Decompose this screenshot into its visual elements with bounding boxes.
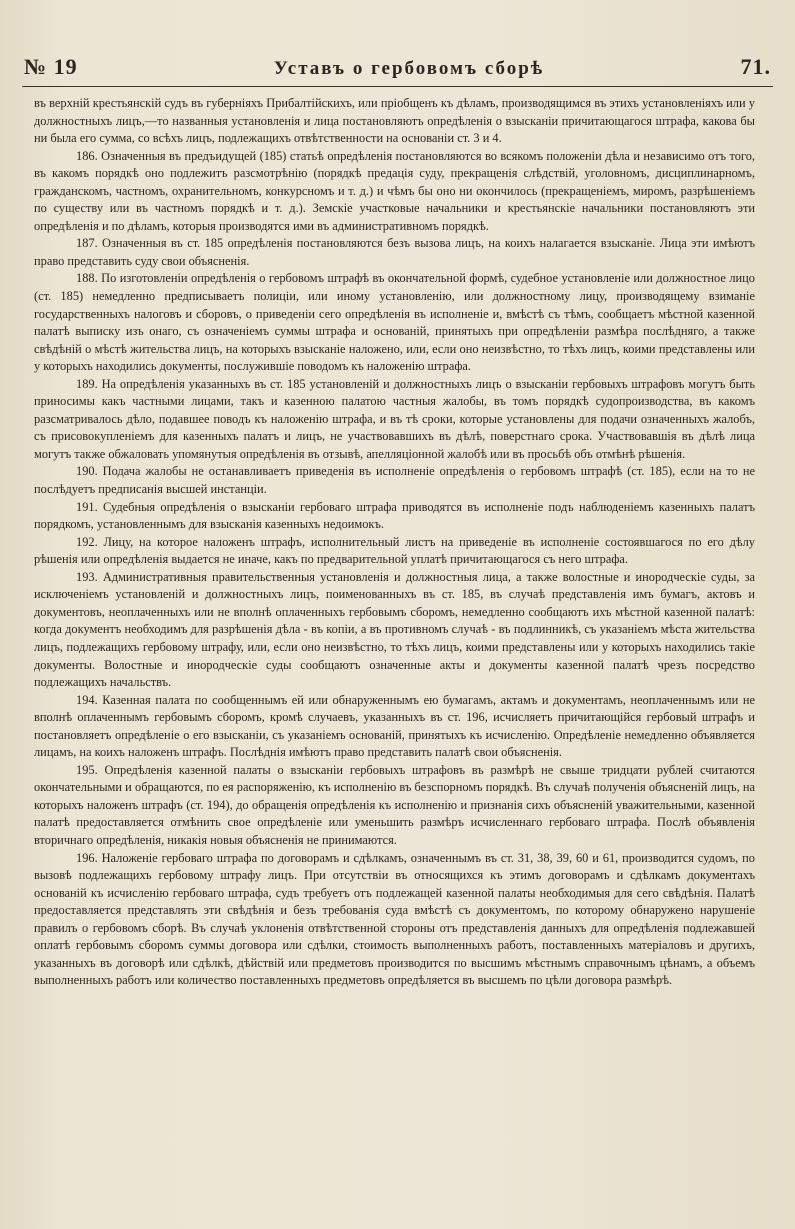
article-196: 196. Наложеніе гербоваго штрафа по договорамъ и сдѣлкамъ, означеннымъ въ ст. 31, 38, 39, 60 и 61, производится судомъ, по вызовѣ подлежащихъ гербовому штрафу лицъ. При отсутствіи въ относящихся къ этимъ договорамъ и сдѣлкамъ документахъ основаній къ исчисленію гербоваго штрафа, судъ требуетъ отъ подлежащей казенной палаты необходимыя для сего свѣдѣнія. Палатѣ предоставляется представлять эти свѣдѣнія и безъ требованія суда вмѣстѣ съ документомъ, по которому обнаружено нарушеніе правилъ о гербовомъ сборѣ. Въ случаѣ уклоненія отвѣтственной стороны отъ представленія данныхъ для опредѣленія подлежавшей оплатѣ гербовымъ сборомъ суммы договора или сдѣлки, стоимость выполненныхъ работъ, поставленныхъ матеріаловъ и другихъ, указанныхъ въ договорѣ или сдѣлкѣ, дѣйствій или предметовъ производится по высшимъ мѣстнымъ справочнымъ цѣнамъ, а объемъ выполненныхъ работъ или количество поставленныхъ предметовъ опредѣляется въ высшемъ по цѣли договора размѣрѣ. bbox=[34, 850, 755, 988]
article-186: 186. Означенныя въ предъидущей (185) статьѣ опредѣленія постановляются во всякомъ положеніи дѣла и независимо отъ того, въ какомъ порядкѣ оно подлежитъ разсмотрѣнію (порядкѣ предація суду, прекращенія слѣдствій, уголовномъ, дисциплинарномъ, гражданскомъ, частномъ, охранительномъ, конкурсномъ и т. д.) и чѣмъ бы оно ни окончилось (прекращеніемъ, миромъ, разрѣшеніемъ по существу или въ частномъ порядкѣ и т. д.). Земскіе участковые начальники и крестьянскіе начальники постановляютъ эти опредѣленія и по дѣламъ, которыя производятся ими въ административномъ порядкѣ. bbox=[34, 148, 755, 233]
issue-number: № 19 bbox=[24, 54, 78, 79]
article-191: 191. Судебныя опредѣленія о взысканіи гербоваго штрафа приводятся въ исполненіе подъ наблюденіемъ казенныхъ палатъ порядкомъ, установленнымъ для взысканія казенныхъ недоимокъ. bbox=[34, 499, 755, 532]
article-188: 188. По изготовленіи опредѣленія о гербовомъ штрафѣ въ окончательной формѣ, судебное установленіе или должностное лицо (ст. 185) немедленно предписываетъ полиціи, или иному установленію, или должностному лицу, производящему взиманіе государственныхъ налоговъ и сборовъ, о приведеніи сего опредѣленія въ исполненіе и, вмѣстѣ съ тѣмъ, сообщаетъ мѣстной казенной палатѣ выписку изъ онаго, съ означеніемъ суммы штрафа и основаній, принятыхъ при опредѣленіи размѣра послѣдняго, а также свѣдѣній о мѣстѣ жительства лицъ, на которыхъ взысканіе наложено, или, если оно неизвѣстно, то тѣхъ лицъ, коими представлены или у которыхъ находились документы, послужившіе поводомъ къ наложенію штрафа. bbox=[34, 271, 755, 374]
article-193: 193. Административныя правительственныя установленія и должностныя лица, а также волостные и инородческіе суды, за исключеніемъ установленій и должностныхъ лицъ, поименованныхъ въ ст. 185, въ случаѣ представленія имъ бумагъ, актовъ и документовъ, неоплаченныхъ или не вполнѣ оплаченныхъ гербовымъ сборомъ, немедленно сообщаютъ ихъ мѣстной казенной палатѣ: когда документъ необходимъ для разрѣшенія дѣла - въ копіи, а въ противномъ случаѣ - въ подлинникѣ, съ указаніемъ мѣста жительства лицъ, подлежащихъ гербовому штрафу, или, если оно неизвѣстно, то тѣхъ лицъ, коими представлены или у которыхъ находились такіе документы. Волостные и инородческіе суды сообщаютъ означенные акты и документы казенной палатѣ чрезъ посредство подлежащихъ начальствъ. bbox=[34, 569, 755, 690]
paragraph-continued: въ верхній крестьянскій судъ въ губерніяхъ Прибалтійскихъ, или пріобщенъ къ дѣламъ, производящимся въ этихъ установленіяхъ или у должностныхъ лицъ,—то названныя установленія и лица постановляютъ опредѣленія о взысканіи причитающагося штрафа, какова бы ни была его сумма, со всѣхъ лицъ, подлежащихъ отвѣтственности на основаніи ст. 3 и 4. bbox=[34, 96, 755, 146]
article-192: 192. Лицу, на которое наложенъ штрафъ, исполнительный листъ на приведеніе въ исполненіе состоявшагося по его дѣлу рѣшенія или опредѣленія выдается не иначе, какъ по предварительной уплатѣ причитающагося съ него штрафа. bbox=[34, 534, 755, 567]
article-190: 190. Подача жалобы не останавливаетъ приведенія въ исполненіе опредѣленія о гербовомъ штрафѣ (ст. 185), если на то не послѣдуетъ предписанія высшей инстанціи. bbox=[34, 464, 755, 497]
page-header bbox=[24, 54, 771, 80]
article-195: 195. Опредѣленія казенной палаты о взысканіи гербовыхъ штрафовъ въ размѣрѣ не свыше тридцати рублей считаются окончательными и обращаются, по ея распоряженію, къ исполненію въ безспорномъ порядкѣ. Въ случаѣ полученія объясненій лицъ, на которыхъ наложенъ штрафъ (ст. 194), до обращенія опредѣленія къ исполненію и признанія сихъ объясненій уважительными, казенной палатѣ предоставляется отмѣнить свое опредѣленіе или уменьшить размѣръ исчисленнаго гербоваго штрафа. Послѣ объявленія вторичнаго опредѣленія, никакія новыя объясненія не принимаются. bbox=[34, 762, 755, 847]
body-text bbox=[34, 95, 755, 990]
page-number: 71. bbox=[740, 54, 771, 79]
running-title: Уставъ о гербовомъ сборѣ bbox=[273, 58, 545, 79]
article-194: 194. Казенная палата по сообщеннымъ ей или обнаруженнымъ ею бумагамъ, актамъ и документамъ, неоплаченнымъ или не вполнѣ оплаченнымъ гербовымъ сборомъ, кромѣ случаевъ, указанныхъ въ ст. 196, исчисляетъ причитающійся гербовый штрафъ и постановляетъ опредѣленіе о его взысканіи, съ указаніемъ основаній, принятыхъ къ исчисленію. Опредѣленіе немедленно объявляется лицамъ, на коихъ наложенъ штрафъ. Послѣднія имѣютъ право представить палатѣ свои объясненія. bbox=[34, 692, 755, 760]
article-187: 187. Означенныя въ ст. 185 опредѣленія постановляются безъ вызова лицъ, на коихъ налагается взысканіе. Лица эти имѣютъ право представить суду свои объясненія. bbox=[34, 236, 755, 268]
header-rule bbox=[22, 86, 773, 87]
article-189: 189. На опредѣленія указанныхъ въ ст. 185 установленій и должностныхъ лицъ о взысканіи гербовыхъ штрафовъ могутъ быть приносимы какъ частными лицами, такъ и казенною палатою частныя жалобы, въ томъ порядкѣ судопроизводства, въ какомъ разсматривалось дѣло, подавшее поводъ къ наложенію штрафа, и въ тѣ сроки, которые установлены для подачи означенныхъ жалобъ, съ присовокупленіемъ для казенныхъ палатъ и лицъ, не участвовавшихъ въ дѣлѣ, поверстнаго срока. Участвовавшія въ дѣлѣ лица могутъ также обжаловать упомянутыя опредѣленія въ отзывѣ, апелляціонной жалобѣ или въ просьбѣ объ отмѣнѣ рѣшенія. bbox=[34, 376, 755, 461]
